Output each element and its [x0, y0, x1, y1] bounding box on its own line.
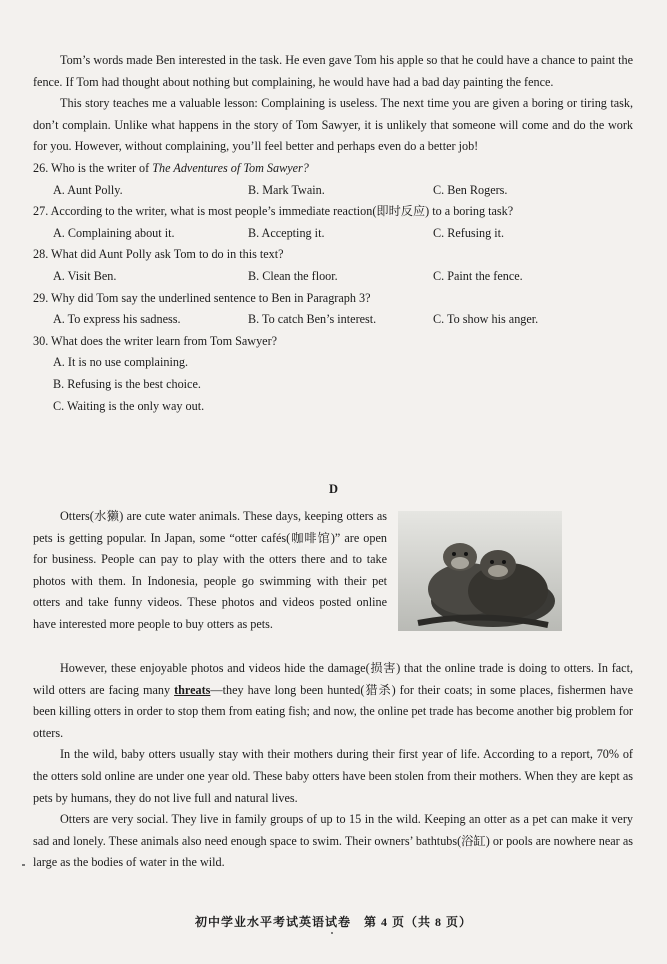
question-26 — [33, 158, 633, 201]
passage-d-rest — [33, 658, 633, 874]
option-a[interactable]: A. To express his sadness. — [53, 312, 181, 327]
underlined-word: threats — [174, 682, 211, 697]
question-28 — [33, 244, 633, 287]
book-title: The Adventures of Tom Sawyer? — [152, 160, 309, 175]
option-a[interactable]: A. Aunt Polly. — [53, 182, 123, 197]
option-b[interactable]: B. Accepting it. — [248, 225, 325, 240]
footer-dot — [331, 932, 333, 934]
paragraph — [33, 658, 633, 744]
option-b[interactable]: B. Refusing is the best choice. — [53, 376, 201, 391]
otters-image — [398, 511, 562, 631]
option-c[interactable]: C. Ben Rogers. — [433, 182, 508, 197]
passage-d-p1 — [33, 506, 387, 636]
question-27 — [33, 201, 633, 244]
paragraph: This story teaches me a valuable lesson: Complaining is useless. The next time you are given a boring or tiring task, don’t complain. Unlike what happens in the story of Tom Sawyer, it is unlikely that someone will come and do the work for you. However, without complaining, you’ll feel better and perhaps even do a better job! — [33, 96, 633, 154]
passage-c-end — [33, 50, 633, 417]
option-c[interactable]: C. Refusing it. — [433, 225, 505, 240]
option-a[interactable]: A. Visit Ben. — [53, 268, 117, 283]
text: —they have long been hunted(猎杀) for their coats; in some places, fishermen have been killing otters in order to stop them from eating fish; and now, the online pet trade has become another big problem for otters. — [33, 682, 633, 740]
paragraph: In the wild, baby otters usually stay with their mothers during their first year of life. According to a report, 70% of the otters sold online are under one year old. These baby otters have been stolen from their mothers. When they are kept as pets by humans, they do not live full and natural lives. — [33, 747, 633, 805]
option-c[interactable]: C. Paint the fence. — [433, 268, 523, 283]
otters-photo — [398, 511, 562, 631]
margin-mark — [22, 864, 25, 866]
question-stem: 29. Why did Tom say the underlined sentence to Ben in Paragraph 3? — [33, 290, 371, 305]
section-title: D — [328, 482, 339, 496]
page-footer: 初中学业水平考试英语试卷 第 4 页（共 8 页） — [194, 915, 472, 929]
question-stem: 28. What did Aunt Polly ask Tom to do in this text? — [33, 247, 284, 262]
paragraph: Otters(水獭) are cute water animals. These days, keeping otters as pets is getting popular. In Japan, some “otter cafés(咖啡馆)” are open for business. People can pay to play with the otters there and to take photos with them. In Indonesia, people go swimming with their pet otters and take funny videos. These photos and videos posted online have interested more people to buy otters as pets. — [33, 509, 387, 631]
option-c[interactable]: C. Waiting is the only way out. — [53, 398, 205, 413]
question-stem: 30. What does the writer learn from Tom Sawyer? — [33, 333, 278, 348]
option-a[interactable]: A. Complaining about it. — [53, 225, 175, 240]
option-b[interactable]: B. To catch Ben’s interest. — [248, 312, 377, 327]
paragraph: Otters are very social. They live in family groups of up to 15 in the wild. Keeping an otter as a pet can make it very sad and lonely. These animals also need enough space to swim. Their owners’ bathtubs(浴缸) or pools are nowhere near as large as the bodies of water in the wild. — [33, 812, 633, 870]
paragraph: Tom’s words made Ben interested in the task. He even gave Tom his apple so that he could have a chance to paint the fence. If Tom had thought about nothing but complaining, he would have had a bad day painting the fence. — [33, 53, 633, 89]
question-stem: 26. Who is the writer of — [33, 160, 153, 175]
question-stem: 27. According to the writer, what is most people’s immediate reaction(即时反应) to a boring task? — [33, 204, 514, 219]
text: However, these enjoyable photos and videos hide the damage(损害) that the online trade is doing to otters. In fact, wild otters are facing many — [33, 661, 633, 697]
option-c[interactable]: C. To show his anger. — [433, 312, 539, 327]
question-30 — [33, 331, 633, 417]
option-b[interactable]: B. Mark Twain. — [248, 182, 325, 197]
option-a[interactable]: A. It is no use complaining. — [53, 355, 189, 370]
option-b[interactable]: B. Clean the floor. — [248, 268, 338, 283]
question-29 — [33, 288, 633, 331]
